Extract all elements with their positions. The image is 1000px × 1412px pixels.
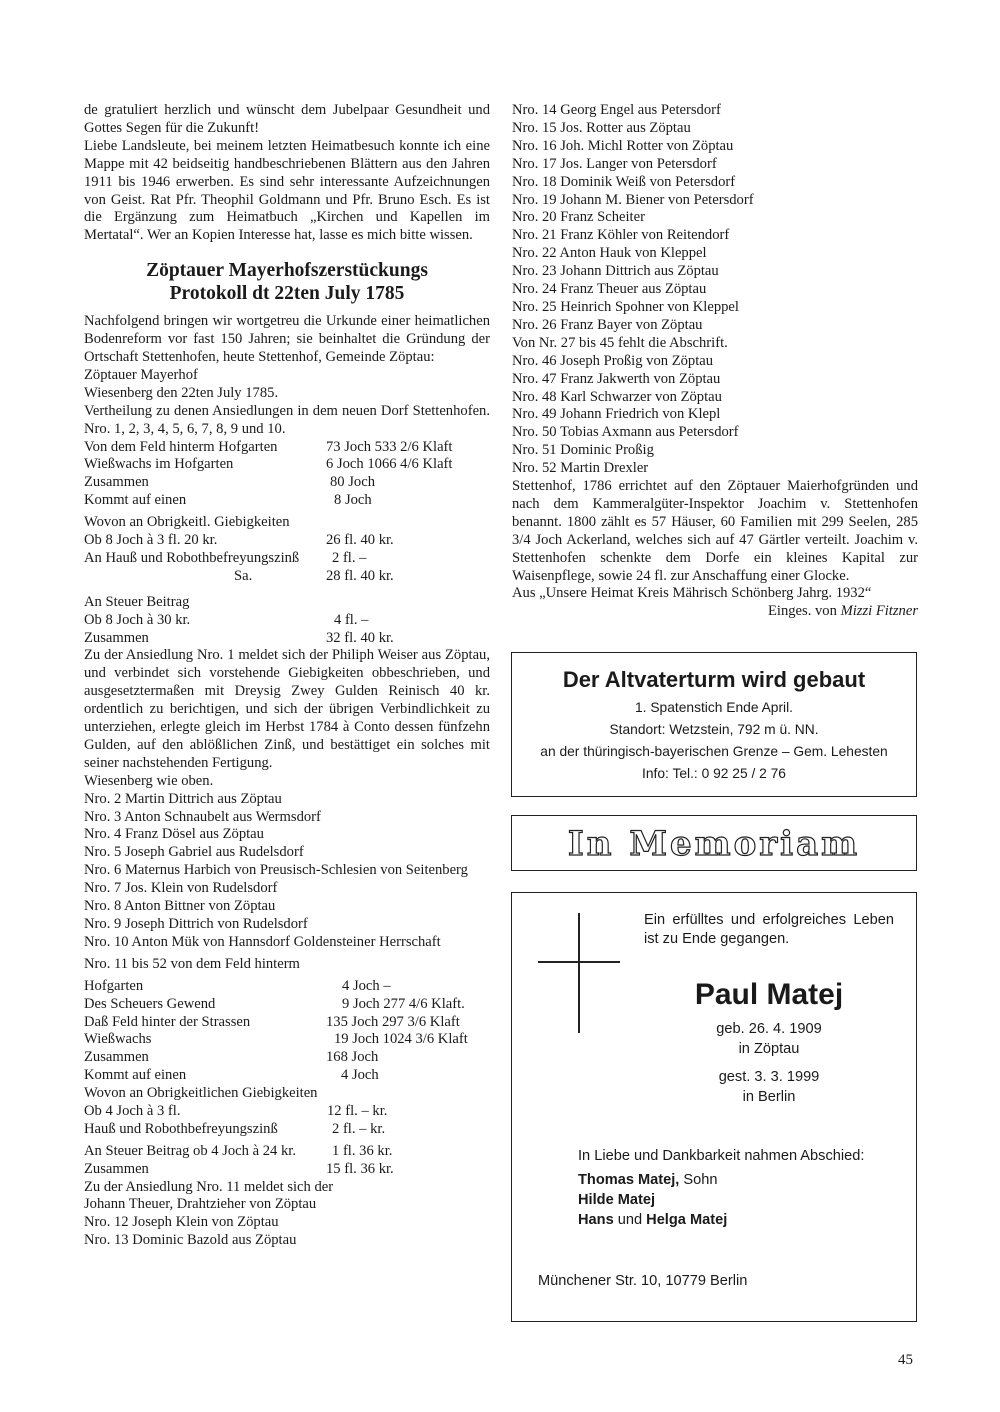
list-item: Von Nr. 27 bis 45 fehlt die Abschrift. — [512, 334, 728, 351]
list-item: Nro. 10 Anton Mük von Hannsdorf Goldensteiner Herrschaft — [84, 933, 441, 950]
list-item: Nro. 7 Jos. Klein von Rudelsdorf — [84, 880, 278, 897]
dues-table — [84, 532, 490, 586]
table-row: Zusammen 168 Joch — [84, 1049, 379, 1066]
table-row: Zusammen 32 fl. 40 kr. — [84, 629, 394, 646]
in-memoriam-title: In Memoriam — [567, 824, 861, 864]
list-item: Nro. 18 Dominik Weiß von Petersdorf — [512, 173, 736, 190]
date-line: Wiesenberg den 22ten July 1785. — [84, 384, 279, 401]
ad-line: an der thüringisch-bayerischen Grenze – Gem. Lehesten — [540, 744, 888, 759]
stettenhof-paragraph: Stettenhof, 1786 errichtet auf den Zöptauer Maierhofgründen und nach dem Kammeralgüter-Inspektor Joachim v. Stettenhofen benannt. 1800 zählt es 57 Häuser, 60 Familien mit 299 Seelen, 285 3/4 Joch Ackerland, welches sich auf 47 Gärtler verteilt. Joachim v. Stettenhofen schenkte dem Dorfe ein kleines Kapital zur Waisenpflege, sowie 24 fl. zur Anschaffung einer Glocke. — [512, 478, 918, 584]
tax-table-2 — [84, 1143, 490, 1179]
list-item: Nro. 49 Johann Friedrich von Klepl — [512, 406, 721, 423]
list-item: Nro. 51 Dominic Proßig — [512, 442, 654, 459]
birth-place: in Zöptau — [738, 1041, 800, 1057]
table-row: Wießwachs 19 Joch 1024 3/6 Klaft — [84, 1031, 468, 1048]
table-row: Zusammen 80 Joch — [84, 474, 375, 491]
dues-heading-2: Wovon an Obrigkeitlichen Giebigkeiten — [84, 1085, 318, 1102]
table-row: Des Scheuers Gewend 9 Joch 277 4/6 Klaft. — [84, 995, 465, 1012]
table-row: Ob 8 Joch à 3 fl. 20 kr. 26 fl. 40 kr. — [84, 532, 394, 549]
deceased-name: Paul Matej — [694, 978, 844, 1011]
list-item: Nro. 13 Dominic Bazold aus Zöptau — [84, 1232, 297, 1249]
list-item: Nro. 5 Joseph Gabriel aus Rudelsdorf — [84, 844, 304, 861]
land-table-2 — [84, 978, 490, 1085]
theuer-line2: Johann Theuer, Drahtzieher von Zöptau — [84, 1196, 317, 1213]
cross-icon — [578, 913, 580, 1033]
death-date: gest. 3. 3. 1999 — [718, 1069, 820, 1085]
page-number: 45 — [898, 1352, 913, 1368]
obituary-box — [511, 892, 917, 1322]
signature: Einges. von Mizzi Fitzner — [767, 603, 918, 620]
list-item: Nro. 24 Franz Theuer aus Zöptau — [512, 281, 707, 298]
ad-line: 1. Spatenstich Ende April. — [635, 700, 793, 715]
list-item: Nro. 14 Georg Engel aus Petersdorf — [512, 102, 721, 118]
intro-paragraph: de gratuliert herzlich und wünscht dem Jubelpaar Gesundheit und Gottes Segen für die Zukunft! — [84, 102, 490, 136]
table-row: Hofgarten 4 Joch – — [84, 977, 391, 994]
list-item: Nro. 2 Martin Dittrich aus Zöptau — [84, 790, 282, 807]
settler-list — [512, 102, 918, 478]
list-item: Nro. 16 Joh. Michl Rotter von Zöptau — [512, 137, 734, 154]
source-line: Aus „Unsere Heimat Kreis Mährisch Schönberg Jahrg. 1932“ — [512, 585, 872, 602]
article-title-line2: Protokoll dt 22ten July 1785 — [169, 283, 405, 305]
table-row: An Steuer Beitrag ob 4 Joch à 24 kr. 1 fl. 36 kr. — [84, 1142, 393, 1159]
birth-date: geb. 26. 4. 1909 — [716, 1021, 822, 1037]
dues-table-2 — [84, 1103, 490, 1139]
table-row: Kommt auf einen 4 Joch — [84, 1067, 379, 1084]
farewell-line: In Liebe und Dankbarkeit nahmen Abschied: — [578, 1148, 865, 1164]
list-item: Nro. 17 Jos. Langer von Petersdorf — [512, 155, 717, 172]
mourner: Thomas Matej, Sohn — [578, 1172, 718, 1188]
distribution-paragraph: Vertheilung zu denen Ansiedlungen in dem neuen Dorf Stettenhofen. Nro. 1, 2, 3, 4, 5, 6, 7, 8, 9 und 10. — [84, 402, 490, 437]
altvaterturm-ad — [511, 652, 917, 797]
list-item: Nro. 47 Franz Jakwerth von Zöptau — [512, 370, 721, 387]
author-name: Mizzi Fitzner — [840, 603, 918, 620]
list-item: Nro. 6 Maternus Harbich von Preusisch-Schlesien von Seitenberg — [84, 862, 468, 879]
list-item: Nro. 52 Martin Drexler — [512, 460, 649, 477]
cross-icon-bar — [538, 961, 620, 963]
table-row — [84, 568, 490, 586]
list-item: Nro. 22 Anton Hauk von Kleppel — [512, 245, 707, 262]
table-row: Kommt auf einen 8 Joch — [84, 492, 372, 509]
list-item: Nro. 25 Heinrich Spohner von Kleppel — [512, 298, 739, 315]
obituary-intro: Ein erfülltes und erfolgreiches Leben ist zu Ende gegangen. — [644, 912, 894, 947]
mourner-address: Münchener Str. 10, 10779 Berlin — [538, 1273, 748, 1289]
mourner: Hans und Helga Matej — [578, 1212, 728, 1228]
list-item: Nro. 21 Franz Köhler von Reitendorf — [512, 227, 730, 244]
table-row: Zusammen 15 fl. 36 kr. — [84, 1160, 394, 1177]
list-item: Nro. 48 Karl Schwarzer von Zöptau — [512, 388, 722, 405]
ad-line: Standort: Wetzstein, 792 m ü. NN. — [609, 722, 819, 737]
right-column — [512, 102, 918, 621]
dues-heading: Wovon an Obrigkeitl. Giebigkeiten — [84, 514, 290, 531]
life-dates — [644, 1019, 894, 1107]
list-item: Nro. 12 Joseph Klein von Zöptau — [84, 1214, 279, 1231]
ad-heading: Der Altvaterturm wird gebaut — [562, 667, 866, 692]
mourners — [578, 1146, 908, 1230]
left-column — [84, 102, 490, 1250]
article-title-line1: Zöptauer Mayerhofszerstückungs — [146, 260, 428, 282]
tax-heading: An Steuer Beitrag — [84, 593, 190, 610]
sum-label: Sa. — [234, 567, 253, 584]
list-item: Nro. 46 Joseph Proßig von Zöptau — [512, 352, 714, 369]
list-item: Nro. 50 Tobias Axmann aus Petersdorf — [512, 424, 739, 441]
list-item: Nro. 15 Jos. Rotter aus Zöptau — [512, 119, 691, 136]
table-row: Ob 8 Joch à 30 kr. 4 fl. – — [84, 611, 369, 628]
list-item: Nro. 26 Franz Bayer von Zöptau — [512, 316, 703, 333]
mourner: Hilde Matej — [578, 1192, 656, 1208]
collection-paragraph: Liebe Landsleute, bei meinem letzten Heimatbesuch konnte ich eine Mappe mit 42 beidseitig handbeschriebenen Blättern aus den Jahren 1911 bis 1946 erwerben. Es sind sehr interessante Aufzeichnungen von Geist. Rat Pfr. Theophil Goldmann und Pfr. Bruno Esch. Es ist die Ergänzung zum Heimatbuch „Kirchen und Kapellen im Mertatal“. Wer an Kopien Interesse hat, lasse es mich bitte wissen. — [84, 137, 490, 244]
in-memoriam-banner — [511, 815, 917, 871]
death-place: in Berlin — [742, 1089, 796, 1105]
article-intro: Nachfolgend bringen wir wortgetreu die Urkunde einer heimatlichen Bodenreform vor fast 150 Jahren; sie beinhaltet die Gründung der Ortschaft Stettenhofen, heute Stettenhof, Gemeinde Zöptau: — [84, 313, 490, 366]
wiesenberg-line: Wiesenberg wie oben. — [84, 772, 214, 789]
list-item: Nro. 9 Joseph Dittrich von Rudelsdorf — [84, 916, 308, 933]
theuer-line1: Zu der Ansiedlung Nro. 11 meldet sich der — [84, 1178, 334, 1195]
list-item: Nro. 4 Franz Dösel aus Zöptau — [84, 826, 264, 843]
sum-value: 28 fl. 40 kr. — [326, 567, 394, 584]
table-row: An Hauß und Robothbefreyungszinß 2 fl. – — [84, 549, 367, 566]
table-row: Hauß und Robothbefreyungszinß 2 fl. – kr. — [84, 1120, 386, 1137]
table-row: Von dem Feld hinterm Hofgarten 73 Joch 533 2/6 Klaft — [84, 438, 453, 455]
list-item: Nro. 11 bis 52 von dem Feld hinterm — [84, 955, 300, 972]
mayerhof-line: Zöptauer Mayerhof — [84, 366, 198, 383]
table-row: Daß Feld hinter der Strassen 135 Joch 297 3/6 Klaft — [84, 1013, 460, 1030]
table-row: Wießwachs im Hofgarten 6 Joch 1066 4/6 Klaft — [84, 456, 453, 473]
list-item: Nro. 23 Johann Dittrich aus Zöptau — [512, 263, 719, 280]
land-table — [84, 439, 490, 511]
list-item: Nro. 8 Anton Bittner von Zöptau — [84, 898, 276, 915]
table-row: Ob 4 Joch à 3 fl. 12 fl. – kr. — [84, 1102, 388, 1119]
tax-table — [84, 612, 490, 648]
article-title — [84, 259, 490, 305]
list-item: Nro. 20 Franz Scheiter — [512, 209, 645, 226]
list-item: Nro. 3 Anton Schnaubelt aus Wermsdorf — [84, 808, 321, 825]
ad-line: Info: Tel.: 0 92 25 / 2 76 — [642, 766, 786, 781]
list-item: Nro. 19 Johann M. Biener von Petersdorf — [512, 191, 754, 208]
settlement-paragraph: Zu der Ansiedlung Nro. 1 meldet sich der Philiph Weiser aus Zöptau, und verbindet sich vorstehende Giebigkeiten obbeschrieben, und ausgesetztermaßen mit Dreysig Zwey Gulden Reinisch 40 kr. ordentlich zu berichtigen, und sich der übrigen Verbindlichkeit zu unterziehen, erlegte gleich im Herbst 1784 à Conto dessen fünfzehn Gulden, auf den ablößlichen Zinß, und bestättiget ein solches mit seiner nachstehenden Fertigung. — [84, 647, 490, 771]
